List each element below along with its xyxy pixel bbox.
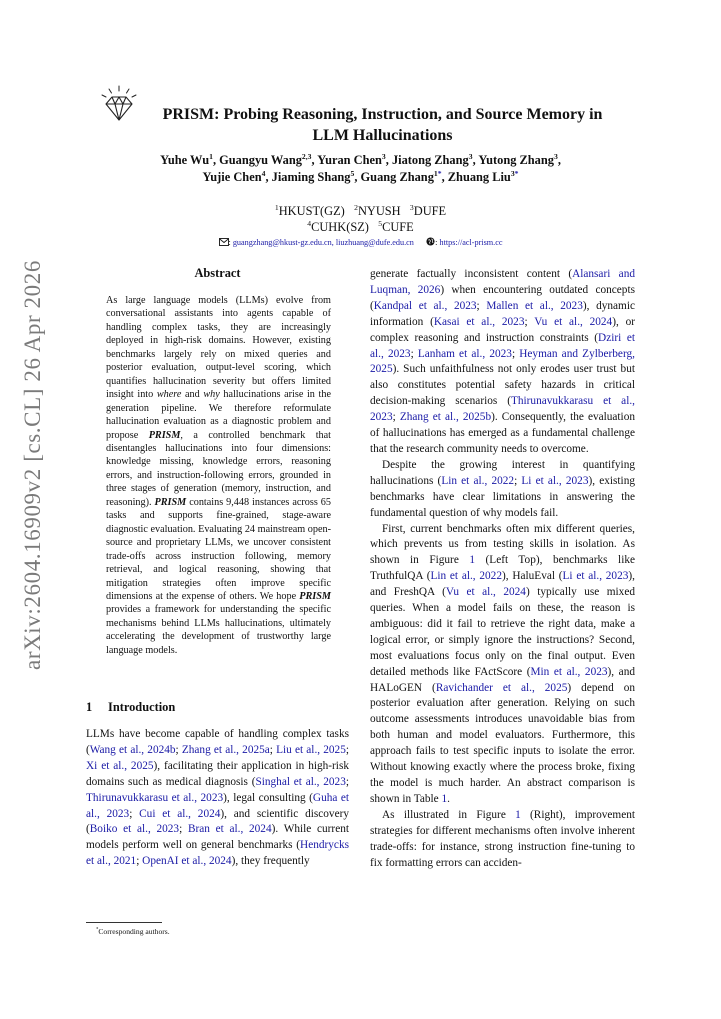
- citation-link[interactable]: Vu et al., 2024: [534, 315, 613, 328]
- author: Yuhe Wu$^1$: [160, 151, 213, 167]
- citation-link[interactable]: Bran et al., 2024: [187, 823, 272, 836]
- contact-line: : guangzhang@hkust-gz.edu.cn, liuzhuang@dufe.edu.cn : https://acl-prism.cc: [80, 237, 641, 247]
- figure-ref-link[interactable]: 1: [515, 808, 521, 821]
- citation-link[interactable]: Mallen et al., 2023: [486, 299, 583, 312]
- arxiv-sidebar-stamp: [13, 250, 53, 680]
- affiliations: [80, 203, 641, 235]
- citation-link[interactable]: Guha et al., 2023: [86, 791, 349, 820]
- citation-link[interactable]: Lanham et al., 2023: [417, 347, 512, 360]
- author: Guangyu Wang$^{2,3}$: [219, 151, 312, 167]
- citation-link[interactable]: Wang et al., 2024b: [89, 743, 176, 756]
- citation-link[interactable]: Xi et al., 2025: [86, 759, 154, 772]
- author-list: [80, 152, 641, 186]
- website-link[interactable]: https://acl-prism.cc: [439, 238, 503, 247]
- author: Jiaming Shang$^5$: [271, 168, 355, 184]
- author: Jiatong Zhang$^3$: [391, 151, 473, 167]
- paper-title: [120, 104, 645, 146]
- author: Zhuang Liu$^{3*}$: [447, 168, 519, 184]
- author: Yujie Chen$^4$: [202, 168, 266, 184]
- affiliation-line-1: $^1$HKUST(GZ) $^2$NYUSH $^3$DUFE: [274, 202, 447, 218]
- right-column: [370, 267, 635, 871]
- abstract-text: As large language models (LLMs) evolve from conversational assistants into agents capable of handling complex tasks, they are increasingly deployed in high-risk domains. However, existing benchmarks largely rely on mixed queries and posterior evaluation, output-level scoring, which quantifies hallucination severity but offers limited insight into where and why hallucinations arise in the generation pipeline. We therefore reformulate hallucination evaluation as a diagnostic problem and propose PRISM, a controlled benchmark that disentangles hallucinations into four dimensions: knowledge missing, knowledge errors, reasoning errors, and instruction-following errors, grounded in three stages of generation (memory, instruction, and reasoning). PRISM contains 9,448 instances across 65 tasks and supports fine-grained, stage-aware diagnostic evaluation. Evaluating 24 mainstream open-source and proprietary LLMs, we uncover consistent trade-offs across instruction following, memory retrieval, and logical reasoning, showing that mitigation strategies often improve specific dimensions at the expense of others. We hope PRISM provides a framework for understanding the specific mechanisms behind LLMs hallucinations, ultimately accelerating the development of trustworthy large language models.: [106, 295, 331, 656]
- paragraph: Despite the growing interest in quantifying hallucinations (Lin et al., 2022; Li et al., 2023), existing benchmarks have clear limitations in answering the fundamental question of why models fail.: [370, 458, 635, 519]
- citation-link[interactable]: Alansari and Luqman, 2026: [370, 268, 635, 296]
- footnote-divider: [86, 922, 162, 923]
- paragraph: generate factually inconsistent content (Alansari and Luqman, 2026) when encountering outdated concepts (Kandpal et al., 2023; Mallen et al., 2023), dynamic information (Kasai et al., 2023; Vu et al., 2024), or complex reasoning and instruction constraints (Dziri et al., 2023; Lanham et al., 2023; Heyman and Zylberberg, 2025). Such unfaithfulness not only erodes user trust but also constitutes potential safety hazards in critical decision-making scenarios (Thirunavukkarasu et al., 2023; Zhang et al., 2025b). Consequently, the evaluation of hallucinations has emerged as a fundamental challenge that the research community needs to overcome.: [370, 268, 635, 455]
- author: Yutong Zhang$^3$: [478, 151, 558, 167]
- citation-link[interactable]: Lin et al., 2022: [441, 474, 515, 487]
- table-ref-link[interactable]: 1: [441, 792, 448, 805]
- citation-link[interactable]: Kasai et al., 2023: [433, 315, 525, 328]
- author: Guang Zhang$^{1*}$: [360, 168, 442, 184]
- citation-link[interactable]: Vu et al., 2024: [445, 586, 526, 599]
- paragraph: As illustrated in Figure 1 (Right), improvement strategies for different mechanisms often involve inherent trade-offs: for instance, strong instruction fine-tuning to fix formatting errors can acciden-: [370, 808, 636, 869]
- author: Yuran Chen$^3$: [317, 151, 386, 167]
- citation-link[interactable]: Liu et al., 2025: [276, 743, 346, 756]
- introduction-paragraph: LLMs have become capable of handling complex tasks (Wang et al., 2024b; Zhang et al., 2025a; Liu et al., 2025; Xi et al., 2025), facilitating their application in high-risk domains such as medical diagnosis (Singhal et al., 2023; Thirunavukkarasu et al., 2023), legal consulting (Guha et al., 2023; Cui et al., 2024), and scientific discovery (Boiko et al., 2023; Bran et al., 2024). While current models perform well on general benchmarks (Hendrycks et al., 2021; OpenAI et al., 2024), they frequently: [86, 728, 349, 868]
- citation-link[interactable]: Singhal et al., 2023: [255, 775, 346, 788]
- globe-icon: [426, 237, 435, 246]
- mail-icon: [219, 238, 229, 246]
- citation-link[interactable]: Zhang et al., 2025a: [181, 743, 270, 756]
- citation-link[interactable]: Li et al., 2023: [521, 474, 589, 487]
- citation-link[interactable]: OpenAI et al., 2024: [142, 855, 232, 868]
- arxiv-identifier: arXiv:2604.16909v2 [cs.CL] 26 Apr 2026: [20, 260, 45, 670]
- citation-link[interactable]: Thirunavukkarasu et al., 2023: [370, 395, 635, 424]
- citation-link[interactable]: Hendrycks et al., 2021: [86, 839, 349, 868]
- citation-link[interactable]: Cui et al., 2024: [139, 807, 221, 820]
- citation-link[interactable]: Kandpal et al., 2023: [373, 299, 477, 312]
- citation-link[interactable]: Ravichander et al., 2025: [435, 681, 568, 694]
- email-links[interactable]: guangzhang@hkust-gz.edu.cn, liuzhuang@dufe.edu.cn: [232, 238, 414, 247]
- citation-link[interactable]: Thirunavukkarasu et al., 2023: [86, 791, 224, 804]
- footnote: *Corresponding authors.: [96, 927, 170, 936]
- citation-link[interactable]: Min et al., 2023: [530, 665, 608, 678]
- title-line-1: PRISM: Probing Reasoning, Instruction, and Source Memory in: [162, 106, 603, 123]
- figure-ref-link[interactable]: 1: [469, 554, 476, 567]
- citation-link[interactable]: Li et al., 2023: [562, 570, 629, 583]
- author-line-2: Yujie Chen$^4$, Jiaming Shang$^5$, Guang Zhang$^{1*}$, Zhuang Liu$^{3*}$: [202, 168, 519, 184]
- author-line-1: Yuhe Wu$^1$, Guangyu Wang$^{2,3}$, Yuran Chen$^3$, Jiatong Zhang$^3$, Yutong Zhang$^3$,: [160, 151, 561, 167]
- abstract-heading: Abstract: [194, 266, 241, 280]
- citation-link[interactable]: Heyman and Zylberberg, 2025: [370, 347, 635, 376]
- title-line-2: LLM Hallucinations: [312, 127, 453, 144]
- section-heading-introduction: 1 Introduction: [86, 700, 176, 714]
- citation-link[interactable]: Zhang et al., 2025b: [399, 411, 492, 424]
- citation-link[interactable]: Dziri et al., 2023: [370, 331, 635, 360]
- paragraph: First, current benchmarks often mix different queries, which prevents us from testing skills in isolation. As shown in Figure 1 (Left Top), benchmarks like TruthfulQA (Lin et al., 2022), HaluEval (Li et al., 2023), and FreshQA (Vu et al., 2024) typically use mixed queries. When a model fails on these, the reason is ambiguous: did it fail to retrieve the right data, make a logical error, or simply ignore the instructions? Second, most evaluations focus only on the final output. Even detailed methods like FActScore (Min et al., 2023), and HALoGEN (Ravichander et al., 2025) depend on posterior evaluation after generation. Relying on such outcome assessments introduces unavoidable bias from both human and model evaluators. Furthermore, this approach fails to test specific inputs to isolate the error. Without knowing exactly where the process broke, fixing the model is much harder. An abstract comparison is shown in Table 1.: [370, 522, 635, 805]
- citation-link[interactable]: Lin et al., 2022: [430, 570, 502, 583]
- citation-link[interactable]: Boiko et al., 2023: [89, 823, 180, 836]
- affiliation-line-2: $^4$CUHK(SZ) $^5$CUFE: [307, 218, 414, 234]
